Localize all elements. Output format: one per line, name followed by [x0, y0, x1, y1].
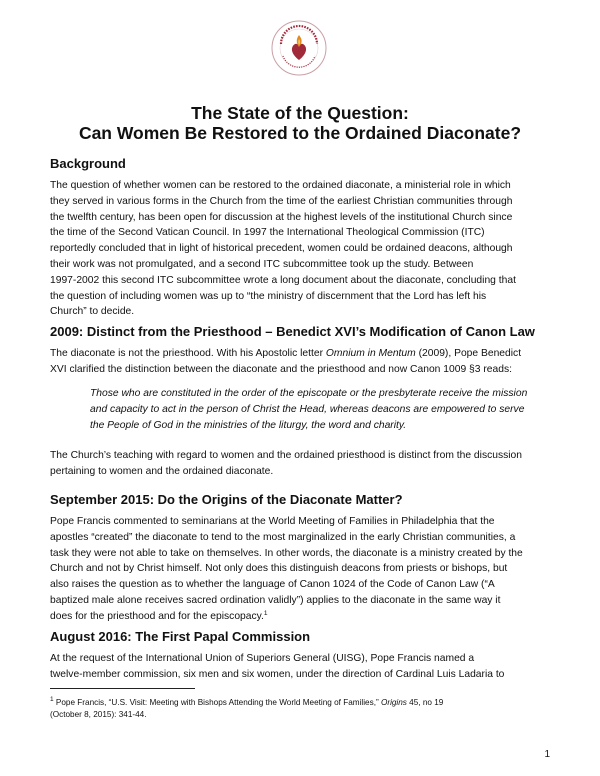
- paragraph-2015: [50, 514, 560, 625]
- text-line: The question of whether women can be restored to the ordained diaconate, a ministerial role in which: [50, 180, 511, 191]
- text-line: apostles “created” the diaconate to tend to the most marginalized in the early Christian communities, a: [50, 531, 516, 543]
- quote-line: Those who are constituted in the order of the episcopate or the presbyterate receive the mission: [90, 388, 528, 399]
- title-line-1: The State of the Question:: [191, 103, 409, 123]
- quote-line: the People of God in the ministries of the liturgy, the word and charity.: [90, 419, 407, 431]
- text-run: does for the priesthood and for the episcopacy.: [50, 610, 264, 622]
- paragraph-2016: [50, 651, 560, 683]
- paragraph-2009-intro: [50, 346, 560, 378]
- text-line: [50, 346, 560, 362]
- title-line-2: Can Women Be Restored to the Ordained Diaconate?: [78, 123, 522, 143]
- text-line: Pope Francis commented to seminarians at the World Meeting of Families in Philadelphia that the: [50, 516, 495, 527]
- text-line: Church” to decide.: [50, 306, 135, 318]
- text-run: The diaconate is not the priesthood. With his Apostolic letter: [50, 348, 326, 359]
- footnote: [50, 697, 560, 721]
- text-line: the twelfth century, has been open for discussion at the highest levels of the institutional Church since: [50, 211, 513, 223]
- footnote-number: 1: [50, 696, 54, 703]
- text-line: pertaining to women and the ordained diaconate.: [50, 465, 274, 477]
- text-run: (2009), Pope Benedict: [415, 348, 522, 359]
- text-line: [50, 609, 560, 625]
- text-line: At the request of the International Union of Superiors General (UISG), Pope Francis named a: [50, 653, 475, 664]
- heading-2016: August 2016: The First Papal Commission: [50, 629, 311, 644]
- text-line: baptized male alone receives sacred ordination validly”) applies to the diaconate in the same way it: [50, 594, 501, 606]
- text-line: also raises the question as to whether the language of Canon 1024 of the Code of Canon Law (“A: [50, 579, 495, 591]
- text-line: twelve-member commission, six men and six women, under the direction of Cardinal Luis Ladaria to: [50, 668, 505, 680]
- document-title: [50, 103, 550, 143]
- text-line: the question of including women was up to “the ministry of discernment that the Lord has left his: [50, 290, 487, 302]
- quote-line: and capacity to act in the person of Christ the Head, whereas deacons are empowered to serve: [90, 403, 525, 415]
- paragraph-2009-after: [50, 448, 560, 480]
- text-line: 1997-2002 this second ITC subcommittee wrote a long document about the diaconate, concluding that: [50, 274, 516, 286]
- text-line: The Church’s teaching with regard to women and the ordained priesthood is distinct from the discussion: [50, 450, 523, 461]
- italic-title: Omnium in Mentum: [325, 348, 416, 359]
- text-line: their work was not promulgated, and a second ITC subcommittee took up the study. Between: [50, 258, 474, 270]
- paragraph-background: [50, 178, 560, 320]
- heading-background: Background: [50, 156, 126, 171]
- heading-2009: 2009: Distinct from the Priesthood – Benedict XVI’s Modification of Canon Law: [50, 324, 535, 339]
- text-line: XVI clarified the distinction between the diaconate and the priesthood and now Canon 1009 §3 reads:: [50, 363, 512, 375]
- footnote-divider: [50, 688, 195, 689]
- text-line: Church and not by Christ himself. Not only does this distinguish deacons from priests or bishops, but: [50, 563, 508, 575]
- text-line: they served in various forms in the Church from the time of the earliest Christian communities through: [50, 195, 513, 207]
- text-line: task they were not able to take on themselves. In other words, the diaconate is a ministry created by the: [50, 547, 523, 559]
- text-run: 45, no 19: [406, 698, 444, 707]
- block-quote-canon-1009: [90, 386, 560, 433]
- text-line: the time of the Second Vatican Council. In 1997 the International Theological Commission (ITC): [50, 227, 485, 239]
- heading-2015: September 2015: Do the Origins of the Diaconate Matter?: [50, 492, 403, 507]
- footnote-line: [50, 697, 560, 709]
- discerning-deacons-logo: [271, 20, 327, 76]
- footnote-line: (October 8, 2015): 341-44.: [50, 710, 147, 719]
- text-run: Pope Francis, “U.S. Visit: Meeting with Bishops Attending the World Meeting of Families,”: [53, 698, 381, 707]
- page-number: 1: [544, 749, 550, 760]
- text-line: reportedly concluded that in light of historical precedent, women could be ordained deacons, although: [50, 243, 513, 255]
- footnote-ref[interactable]: 1: [263, 609, 268, 617]
- italic-title: Origins: [380, 698, 407, 707]
